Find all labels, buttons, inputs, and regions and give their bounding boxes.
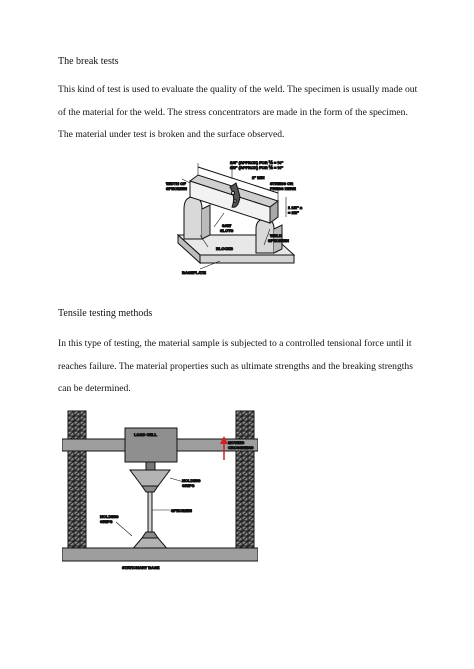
label-moving: MOVING — [228, 440, 245, 445]
label-weld-specimen: SPECIMEN — [268, 238, 289, 243]
label-load-cell: LOAD CELL — [134, 432, 157, 437]
label-crosshead: CROSSHEAD — [228, 445, 254, 450]
label-min: 2" MIN — [252, 175, 265, 180]
label-slots: SLOTS — [220, 228, 234, 233]
label-dim-top2: 3/8" (APPROX) FOR ⅕ = ¹⁄₆" — [230, 165, 284, 170]
label-grips-upper: GRIPS — [182, 483, 195, 488]
label-stationary-base: STATIONARY BASE — [122, 565, 160, 570]
paragraph-line: This kind of test is used to evaluate the quality of the weld. The specimen is usually made out — [58, 84, 418, 95]
section-heading-break-tests: The break tests — [58, 56, 119, 67]
label-weld: WELD — [270, 233, 282, 238]
break-test-figure — [160, 157, 310, 280]
label-width: WIDTH OF — [166, 181, 186, 186]
paragraph-line: The material under test is broken and the surface observed. — [58, 129, 285, 140]
paragraph-line: can be determined. — [58, 383, 131, 394]
label-holding-lower: HOLDING — [100, 514, 119, 519]
label-d1: 1 1/2" ± — [288, 205, 303, 210]
label-baseplate: BASEPLATE — [182, 270, 206, 275]
paragraph-break-tests — [58, 79, 420, 147]
paragraph-line: reaches failure. The material properties such as ultimate strengths and the breaking strengths — [58, 360, 413, 372]
label-saw: SAW — [222, 223, 232, 228]
paragraph-line: of the material for the weld. The stress concentrators are made in the form of the specimen. — [58, 106, 408, 118]
label-stress: STRESS OR — [270, 181, 294, 186]
label-d2: = 1/2" — [288, 210, 299, 215]
label-dim-top: 1/4" (APPROX) FOR ⅕ = ¹⁄₈" — [230, 160, 284, 165]
section-heading-tensile: Tensile testing methods — [58, 308, 153, 319]
label-specimen: SPECIMEN — [166, 186, 187, 191]
label-holding-upper: HOLDING — [182, 478, 201, 483]
label-press: PRESS HERE — [270, 186, 296, 191]
paragraph-line: In this type of testing, the material sample is subjected to a controlled tensional force until it — [58, 338, 412, 349]
paragraph-tensile — [58, 333, 420, 401]
label-blocks: BLOCKS — [216, 246, 233, 251]
label-specimen: SPECIMEN — [171, 508, 192, 513]
tensile-machine-figure — [62, 406, 258, 571]
label-grips-lower: GRIPS — [100, 519, 113, 524]
